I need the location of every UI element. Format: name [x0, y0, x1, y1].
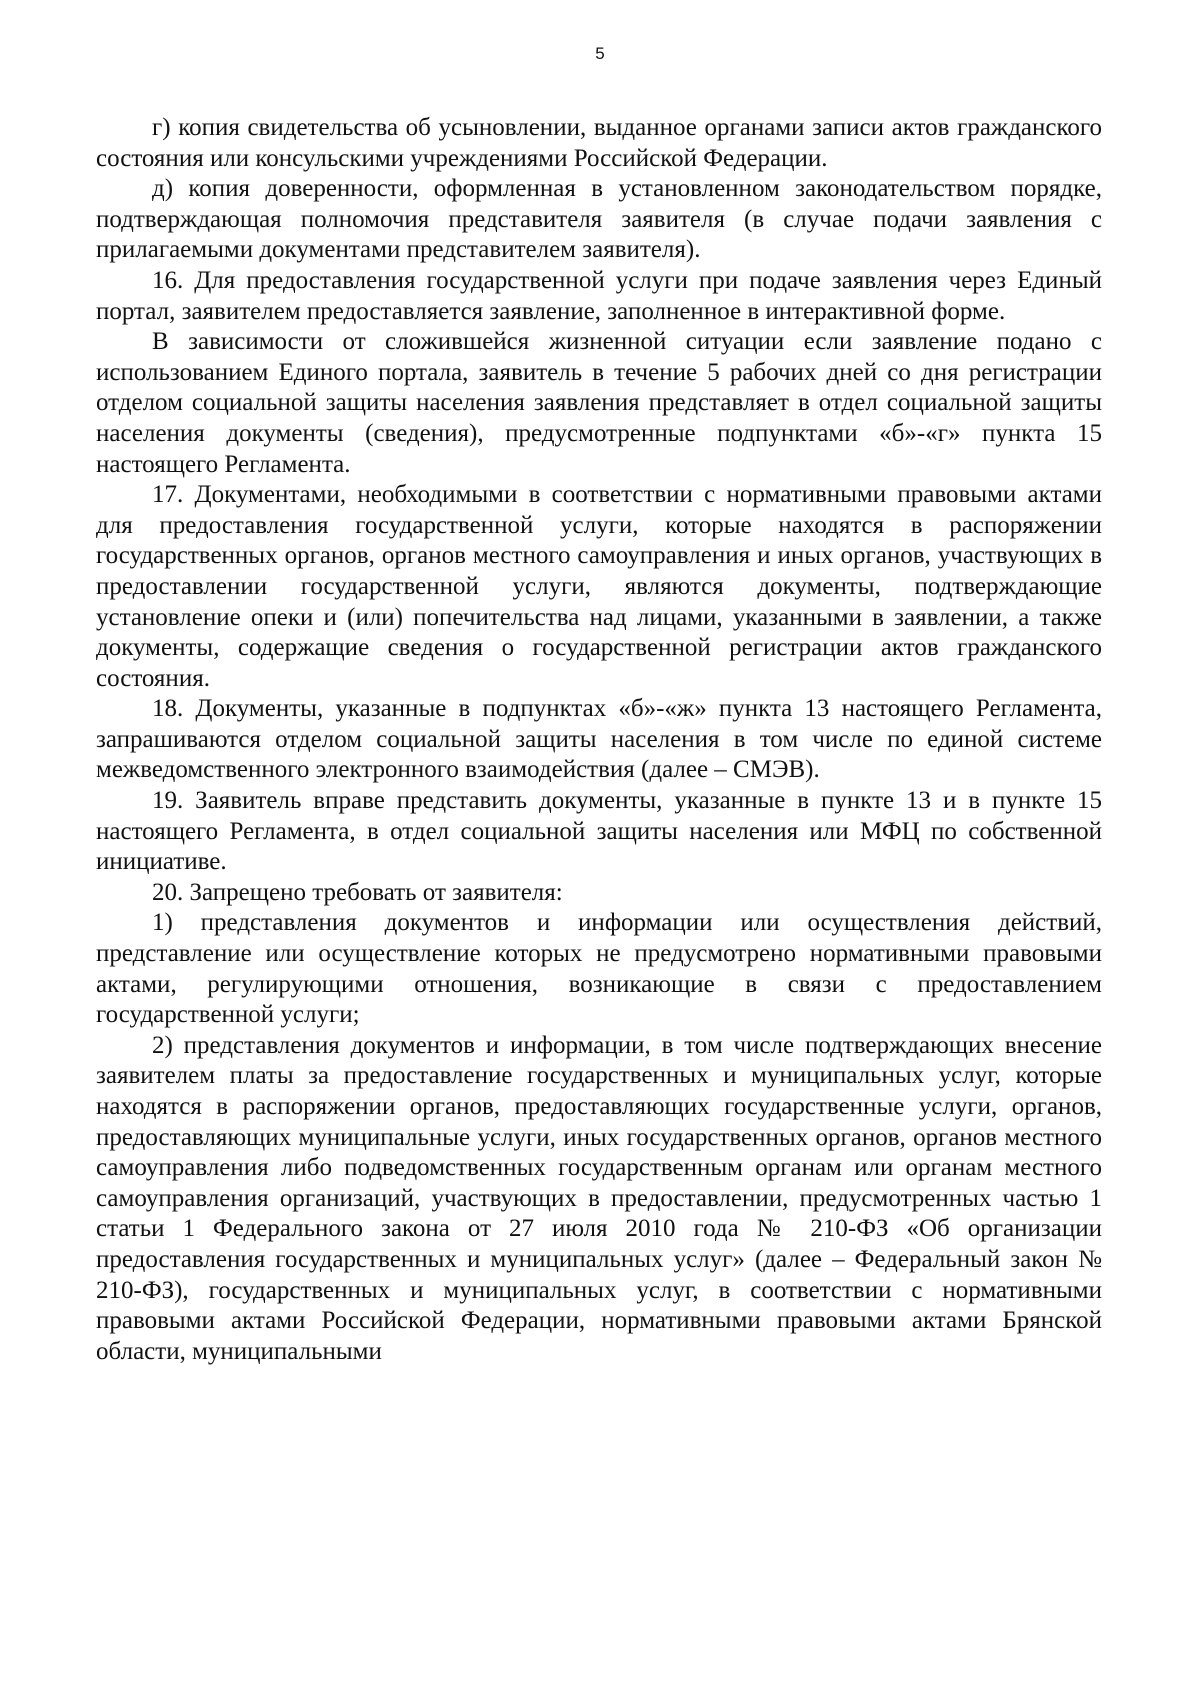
paragraph-20-item-1: 1) представления документов и информации или осуществления действий, представление или осуществление которых не предусмотрено нормативными правовыми актами, регулирующими отношения, возникающие в связи с предоставлением государственной услуги; [96, 909, 1102, 1029]
document-body [96, 113, 1102, 1367]
paragraph-20-item-2: 2) представления документов и информации, в том числе подтверждающих внесение заявителем платы за предоставление государственных и муниципальных услуг, которые находятся в распоряжении органов, предоставляющих государственные услуги, органов, предоставляющих муниципальные услуги, иных государственных органов, органов местного самоуправления либо подведомственных государственным органам или органам местного самоуправления организаций, участвующих в предоставлении, предусмотренных частью 1 статьи 1 Федерального закона от 27 июля 2010 года № 210-ФЗ «Об организации предоставления государственных и муниципальных услуг» (далее – Федеральный закон № 210-ФЗ), государственных и муниципальных услуг, в соответствии с нормативными правовыми актами Российской Федерации, нормативными правовыми актами Брянской области, муниципальными [96, 1031, 1102, 1365]
paragraph-19: 19. Заявитель вправе представить документы, указанные в пункте 13 и в пункте 15 настоящего Регламента, в отдел социальной защиты населения или МФЦ по собственной инициативе. [96, 787, 1102, 876]
paragraph-item-d: д) копия доверенности, оформленная в установленном законодательством порядке, подтверждающая полномочия представителя заявителя (в случае подачи заявления с прилагаемыми документами представителем заявителя). [96, 175, 1102, 264]
paragraph-item-g: г) копия свидетельства об усыновлении, выданное органами записи актов гражданского состояния или консульскими учреждениями Российской Федерации. [96, 114, 1102, 172]
paragraph-16-continuation: В зависимости от сложившейся жизненной ситуации если заявление подано с использованием Единого портала, заявитель в течение 5 рабочих дней со дня регистрации отделом социальной защиты населения заявления представляет в отдел социальной защиты населения документы (сведения), предусмотренные подпунктами «б»-«г» пункта 15 настоящего Регламента. [96, 328, 1102, 478]
paragraph-17: 17. Документами, необходимыми в соответствии с нормативными правовыми актами для предоставления государственной услуги, которые находятся в распоряжении государственных органов, органов местного самоуправления и иных органов, участвующих в предоставлении государственной услуги, являются документы, подтверждающие установление опеки и (или) попечительства над лицами, указанными в заявлении, а также документы, содержащие сведения о государственной регистрации актов гражданского состояния. [96, 481, 1102, 692]
paragraph-18: 18. Документы, указанные в подпунктах «б»-«ж» пункта 13 настоящего Регламента, запрашиваются отделом социальной защиты населения в том числе по единой системе межведомственного электронного взаимодействия (далее – СМЭВ). [96, 695, 1102, 784]
paragraph-20: 20. Запрещено требовать от заявителя: [152, 878, 563, 906]
paragraph-16: 16. Для предоставления государственной услуги при подаче заявления через Единый портал, заявителем предоставляется заявление, заполненное в интерактивной форме. [96, 266, 1102, 325]
page-number: 5 [595, 44, 605, 63]
